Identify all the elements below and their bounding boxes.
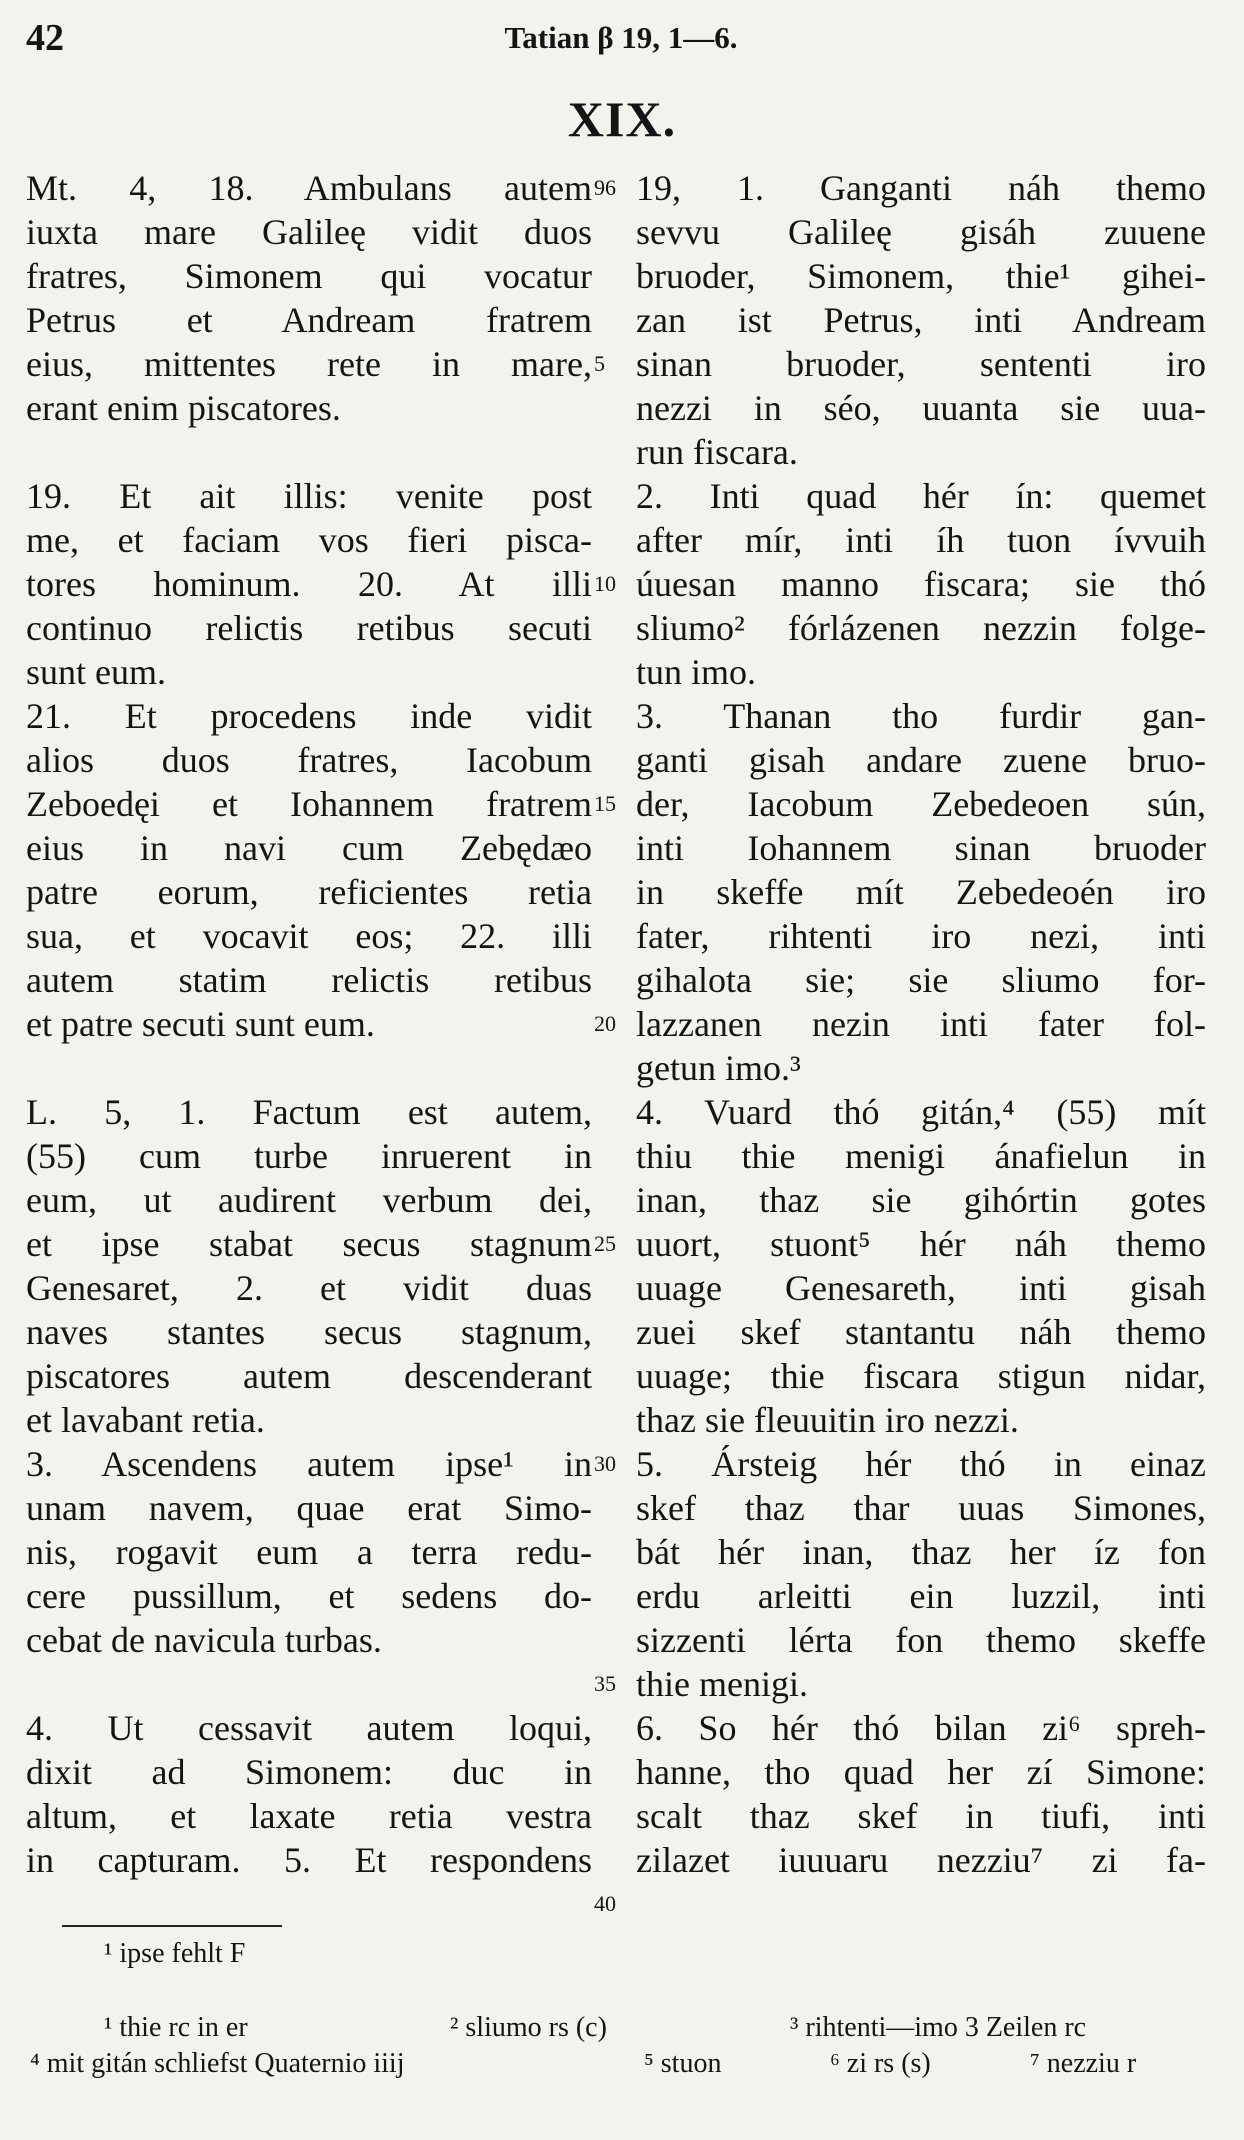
footnote-latin: ¹ ipse fehlt F: [104, 1938, 246, 1969]
ohg-line: bát hér inan, thaz her íz fon: [636, 1532, 1206, 1572]
ohg-line: run fiscara.: [636, 432, 798, 472]
ohg-line: thaz sie fleuuitin iro nezzi.: [636, 1400, 1019, 1440]
latin-line: Zeboedęi et Iohannem fratrem: [26, 784, 592, 824]
ohg-line: bruoder, Simonem, thie¹ gihei-: [636, 256, 1206, 296]
running-title: Tatian β 19, 1—6.: [504, 20, 738, 55]
latin-line: L. 5, 1. Factum est autem,: [26, 1092, 592, 1132]
footnote-ohg-5: ⁵ stuon: [644, 2048, 722, 2079]
latin-line: 3. Ascendens autem ipse¹ in: [26, 1444, 592, 1484]
latin-line: piscatores autem descenderant: [26, 1356, 592, 1396]
latin-line: cere pussillum, et sedens do-: [26, 1576, 592, 1616]
ohg-line: tun imo.: [636, 652, 757, 692]
footnote-ohg-2: ² sliumo rs (c): [450, 2012, 607, 2043]
latin-line: cebat de navicula turbas.: [26, 1620, 382, 1660]
latin-line: et patre secuti sunt eum.: [26, 1004, 375, 1044]
latin-line: et lavabant retia.: [26, 1400, 265, 1440]
ohg-line: der, Iacobum Zebedeoen sún,: [636, 784, 1206, 824]
ohg-line: scalt thaz skef in tiufi, inti: [636, 1796, 1206, 1836]
latin-line: eius in navi cum Zebędæo: [26, 828, 592, 868]
ohg-line: 6. So hér thó bilan zi⁶ spreh-: [636, 1708, 1206, 1748]
footnote-ohg-1: ¹ thie rc in er: [104, 2012, 248, 2043]
line-number: 25: [594, 1231, 616, 1256]
footnote-ohg-4: ⁴ mit gitán schliefst Quaternio iiij: [30, 2048, 405, 2079]
ohg-line: inan, thaz sie gihórtin gotes: [636, 1180, 1206, 1220]
ohg-line: lazzanen nezin inti fater fol-: [636, 1004, 1206, 1044]
latin-line: nis, rogavit eum a terra redu-: [26, 1532, 592, 1572]
line-number: 10: [594, 571, 616, 596]
footnote-ohg-3: ³ rihtenti—imo 3 Zeilen rc: [790, 2012, 1087, 2043]
ohg-line: zan ist Petrus, inti Andream: [636, 300, 1206, 340]
footnote-ohg-7: ⁷ nezziu r: [1030, 2048, 1137, 2079]
latin-line: [26, 1046, 592, 1090]
ohg-line: hanne, tho quad her zí Simone:: [636, 1752, 1206, 1792]
ohg-line: gihalota sie; sie sliumo for-: [636, 960, 1206, 1000]
line-number: 30: [594, 1451, 616, 1476]
ohg-line: zilazet iuuuaru nezziu⁷ zi fa-: [636, 1840, 1206, 1880]
line-number: 40: [594, 1891, 616, 1916]
ohg-line: 3. Thanan tho furdir gan-: [636, 696, 1206, 736]
latin-line: tores hominum. 20. At illi: [26, 564, 592, 604]
ohg-line: sizzenti lérta fon themo skeffe: [636, 1620, 1206, 1660]
ohg-line: 19, 1. Ganganti náh themo: [636, 168, 1206, 208]
ohg-line: zuei skef stantantu náh themo: [636, 1312, 1206, 1352]
ohg-line: getun imo.³: [636, 1048, 801, 1088]
latin-line: fratres, Simonem qui vocatur: [26, 256, 592, 296]
line-number: 15: [594, 791, 616, 816]
latin-line: sua, et vocavit eos; 22. illi: [26, 916, 592, 956]
ohg-line: úuesan manno fiscara; sie thó: [636, 564, 1206, 604]
latin-line: eius, mittentes rete in mare,: [26, 344, 592, 384]
ohg-line: after mír, inti íh tuon ívvuih: [636, 520, 1206, 560]
latin-line: iuxta mare Galileę vidit duos: [26, 212, 592, 252]
latin-line: continuo relictis retibus secuti: [26, 608, 592, 648]
latin-line: erant enim piscatores.: [26, 388, 341, 428]
latin-line: naves stantes secus stagnum,: [26, 1312, 592, 1352]
ohg-line: erdu arleitti ein luzzil, inti: [636, 1576, 1206, 1616]
ohg-line: sinan bruoder, sententi iro: [636, 344, 1206, 384]
ohg-line: 4. Vuard thó gitán,⁴ (55) mít: [636, 1092, 1206, 1132]
page-header: [26, 16, 1216, 60]
latin-line: alios duos fratres, Iacobum: [26, 740, 592, 780]
ohg-line: in skeffe mít Zebedeoén iro: [636, 872, 1206, 912]
line-number: 20: [594, 1011, 616, 1036]
latin-line: Mt. 4, 18. Ambulans autem: [26, 168, 592, 208]
ohg-line: nezzi in séo, uuanta sie uua-: [636, 388, 1206, 428]
latin-line: altum, et laxate retia vestra: [26, 1796, 592, 1836]
ohg-line: thiu thie menigi ánafielun in: [636, 1136, 1206, 1176]
page-number: 42: [26, 17, 64, 59]
ohg-line: skef thaz thar uuas Simones,: [636, 1488, 1206, 1528]
footnote-rule: [62, 1925, 282, 1927]
ohg-line: uuort, stuont⁵ hér náh themo: [636, 1224, 1206, 1264]
latin-line: Petrus et Andream fratrem: [26, 300, 592, 340]
ohg-line: 5. Ársteig hér thó in einaz: [636, 1444, 1206, 1484]
latin-line: 19. Et ait illis: venite post: [26, 476, 592, 516]
latin-line: in capturam. 5. Et respondens: [26, 1840, 592, 1880]
latin-line: [26, 1662, 592, 1706]
latin-line: sunt eum.: [26, 652, 166, 692]
latin-line: 4. Ut cessavit autem loqui,: [26, 1708, 592, 1748]
latin-line: (55) cum turbe inruerent in: [26, 1136, 592, 1176]
latin-line: me, et faciam vos fieri pisca-: [26, 520, 592, 560]
latin-line: 21. Et procedens inde vidit: [26, 696, 592, 736]
latin-line: eum, ut audirent verbum dei,: [26, 1180, 592, 1220]
latin-line: [26, 430, 592, 474]
ohg-line: ganti gisah andare zuene bruo-: [636, 740, 1206, 780]
ohg-line: uuage; thie fiscara stigun nidar,: [636, 1356, 1206, 1396]
latin-line: dixit ad Simonem: duc in: [26, 1752, 592, 1792]
line-number: 35: [594, 1671, 616, 1696]
ohg-line: uuage Genesareth, inti gisah: [636, 1268, 1206, 1308]
section-title: XIX.: [567, 91, 677, 147]
line-number: 96: [594, 175, 616, 200]
ohg-line: thie menigi.: [636, 1664, 808, 1704]
latin-line: unam navem, quae erat Simo-: [26, 1488, 592, 1528]
latin-line: Genesaret, 2. et vidit duas: [26, 1268, 592, 1308]
ohg-line: inti Iohannem sinan bruoder: [636, 828, 1206, 868]
ohg-line: sliumo² fórlázenen nezzin folge-: [636, 608, 1206, 648]
ohg-line: fater, rihtenti iro nezi, inti: [636, 916, 1206, 956]
latin-line: autem statim relictis retibus: [26, 960, 592, 1000]
line-number: 5: [594, 351, 605, 376]
latin-line: et ipse stabat secus stagnum: [26, 1224, 592, 1264]
ohg-line: 2. Inti quad hér ín: quemet: [636, 476, 1206, 516]
footnote-ohg-6: ⁶ zi rs (s): [830, 2048, 931, 2079]
latin-line: patre eorum, reficientes retia: [26, 872, 592, 912]
ohg-line: sevvu Galileę gisáh zuuene: [636, 212, 1206, 252]
